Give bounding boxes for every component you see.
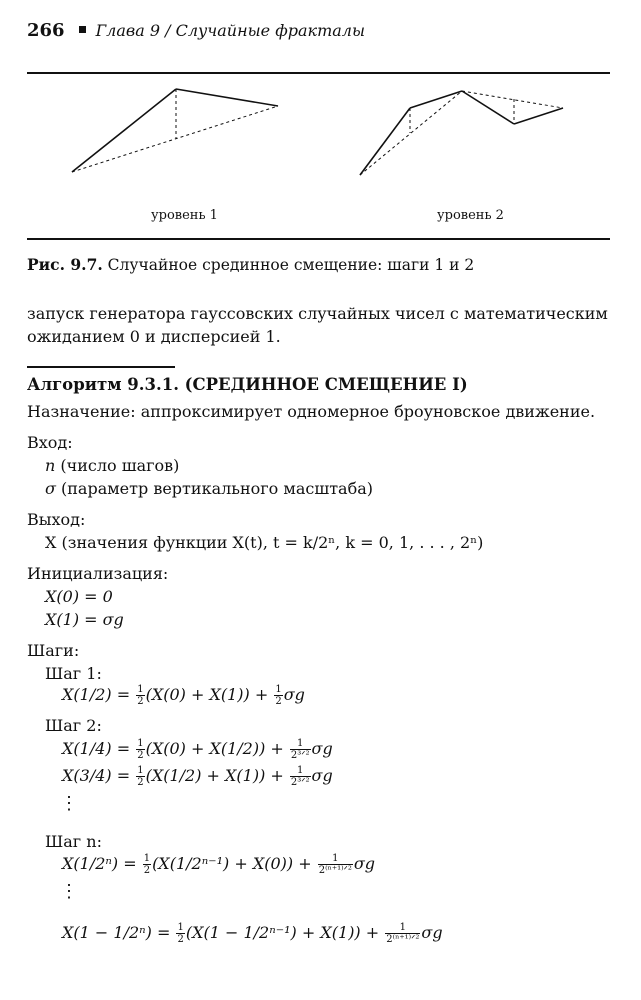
input-n	[45, 456, 179, 475]
input-label: Вход:	[27, 433, 73, 452]
frac-half	[136, 765, 144, 788]
page-number: 266	[27, 20, 65, 41]
init-label: Инициализация:	[27, 564, 169, 583]
frac-den: 2⁽ⁿ⁺¹⁾ᐟ²	[386, 934, 420, 945]
stepn-formula-b	[62, 922, 443, 945]
stepna-tail: σg	[353, 854, 376, 873]
caption-text: Случайное срединное смещение: шаги 1 и 2	[102, 256, 475, 274]
frac-num: 1	[290, 738, 311, 750]
frac-num: 1	[137, 684, 144, 695]
init-line-1: X(0) = 0	[45, 587, 113, 606]
algorithm-title: Алгоритм 9.3.1. (СРЕДИННОЕ СМЕЩЕНИЕ I)	[27, 375, 468, 394]
algorithm-rule	[27, 366, 175, 368]
frac-den: 2	[177, 934, 184, 945]
frac-num: 1	[275, 684, 282, 695]
chapter-title: Глава 9 / Случайные фракталы	[95, 21, 365, 40]
frac-half	[274, 684, 282, 707]
stepn-formula-a	[62, 853, 375, 876]
frac-half	[136, 684, 144, 707]
frac-num: 1	[143, 853, 151, 864]
init-line-2: X(1) = σg	[45, 610, 124, 629]
input-sigma-symbol: σ	[45, 479, 56, 498]
step1-lhs: X(1/2) =	[62, 685, 136, 704]
vertical-ellipsis: ⋮	[60, 793, 78, 814]
output-text: X (значения функции X(t), t = k/2ⁿ, k = 0, 1, . . . , 2ⁿ)	[45, 533, 484, 552]
input-sigma	[45, 479, 373, 498]
frac-stepn	[318, 853, 353, 876]
frac-den: 2³ᐟ²	[290, 750, 310, 761]
frac-num: 1	[137, 738, 144, 749]
steps-label: Шаги:	[27, 641, 80, 660]
step2-formula-a	[62, 738, 333, 761]
stepnb-lhs: X(1 − 1/2ⁿ) =	[62, 923, 176, 942]
figure-caption	[27, 255, 474, 274]
midpoint-displacement-figure	[0, 0, 641, 245]
body-line-1: запуск генератора гауссовских случайных чисел с математическим	[27, 304, 608, 323]
algorithm-purpose: Назначение: аппроксимирует одномерное броуновское движение.	[27, 402, 596, 421]
step2a-lhs: X(1/4) =	[62, 739, 136, 758]
frac-den: 2	[275, 696, 282, 707]
step2b-mid: (X(1/2) + X(1)) +	[145, 766, 289, 785]
step2-formula-b	[62, 765, 333, 788]
frac-den: 2⁽ⁿ⁺¹⁾ᐟ²	[318, 865, 352, 876]
figure-bottom-rule	[27, 238, 610, 240]
step2a-mid: (X(0) + X(1/2)) +	[145, 739, 289, 758]
frac-num: 1	[177, 922, 184, 933]
step2b-tail: σg	[311, 766, 333, 785]
level2-diagram	[360, 91, 563, 175]
frac-den: 2	[143, 865, 151, 876]
vertical-ellipsis: ⋮	[60, 881, 78, 902]
step2a-tail: σg	[311, 739, 333, 758]
frac-num: 1	[385, 922, 420, 934]
frac-step2	[290, 765, 311, 788]
frac-den: 2	[137, 777, 144, 788]
input-n-desc: (число шагов)	[55, 456, 180, 475]
step1-tail: σg	[283, 685, 305, 704]
frac-num: 1	[318, 853, 353, 865]
level1-label: уровень 1	[151, 208, 218, 223]
step1-mid: (X(0) + X(1)) +	[145, 685, 274, 704]
frac-num: 1	[290, 765, 311, 777]
stepnb-tail: σg	[421, 923, 443, 942]
input-sigma-desc: (параметр вертикального масштаба)	[55, 479, 373, 498]
caption-label: Рис. 9.7.	[27, 255, 103, 274]
input-n-symbol: n	[45, 456, 56, 475]
stepna-lhs: X(1/2ⁿ) =	[62, 854, 142, 873]
frac-den: 2	[137, 696, 144, 707]
output-label: Выход:	[27, 510, 86, 529]
frac-half	[143, 853, 151, 876]
level2-label: уровень 2	[437, 208, 504, 223]
step1-label: Шаг 1:	[45, 664, 102, 683]
stepn-label: Шаг n:	[45, 832, 102, 851]
frac-den: 2	[137, 750, 144, 761]
frac-half	[176, 922, 184, 945]
step2-label: Шаг 2:	[45, 716, 102, 735]
frac-num: 1	[137, 765, 144, 776]
body-line-2: ожиданием 0 и дисперсией 1.	[27, 327, 281, 346]
frac-half	[136, 738, 144, 761]
step2b-lhs: X(3/4) =	[62, 766, 136, 785]
frac-den: 2³ᐟ²	[290, 777, 310, 788]
level1-diagram	[72, 89, 278, 172]
frac-stepn	[385, 922, 420, 945]
stepnb-mid: (X(1 − 1/2ⁿ⁻¹) + X(1)) +	[185, 923, 385, 942]
frac-step2	[290, 738, 311, 761]
stepna-mid: (X(1/2ⁿ⁻¹) + X(0)) +	[152, 854, 317, 873]
step1-formula	[62, 684, 305, 707]
